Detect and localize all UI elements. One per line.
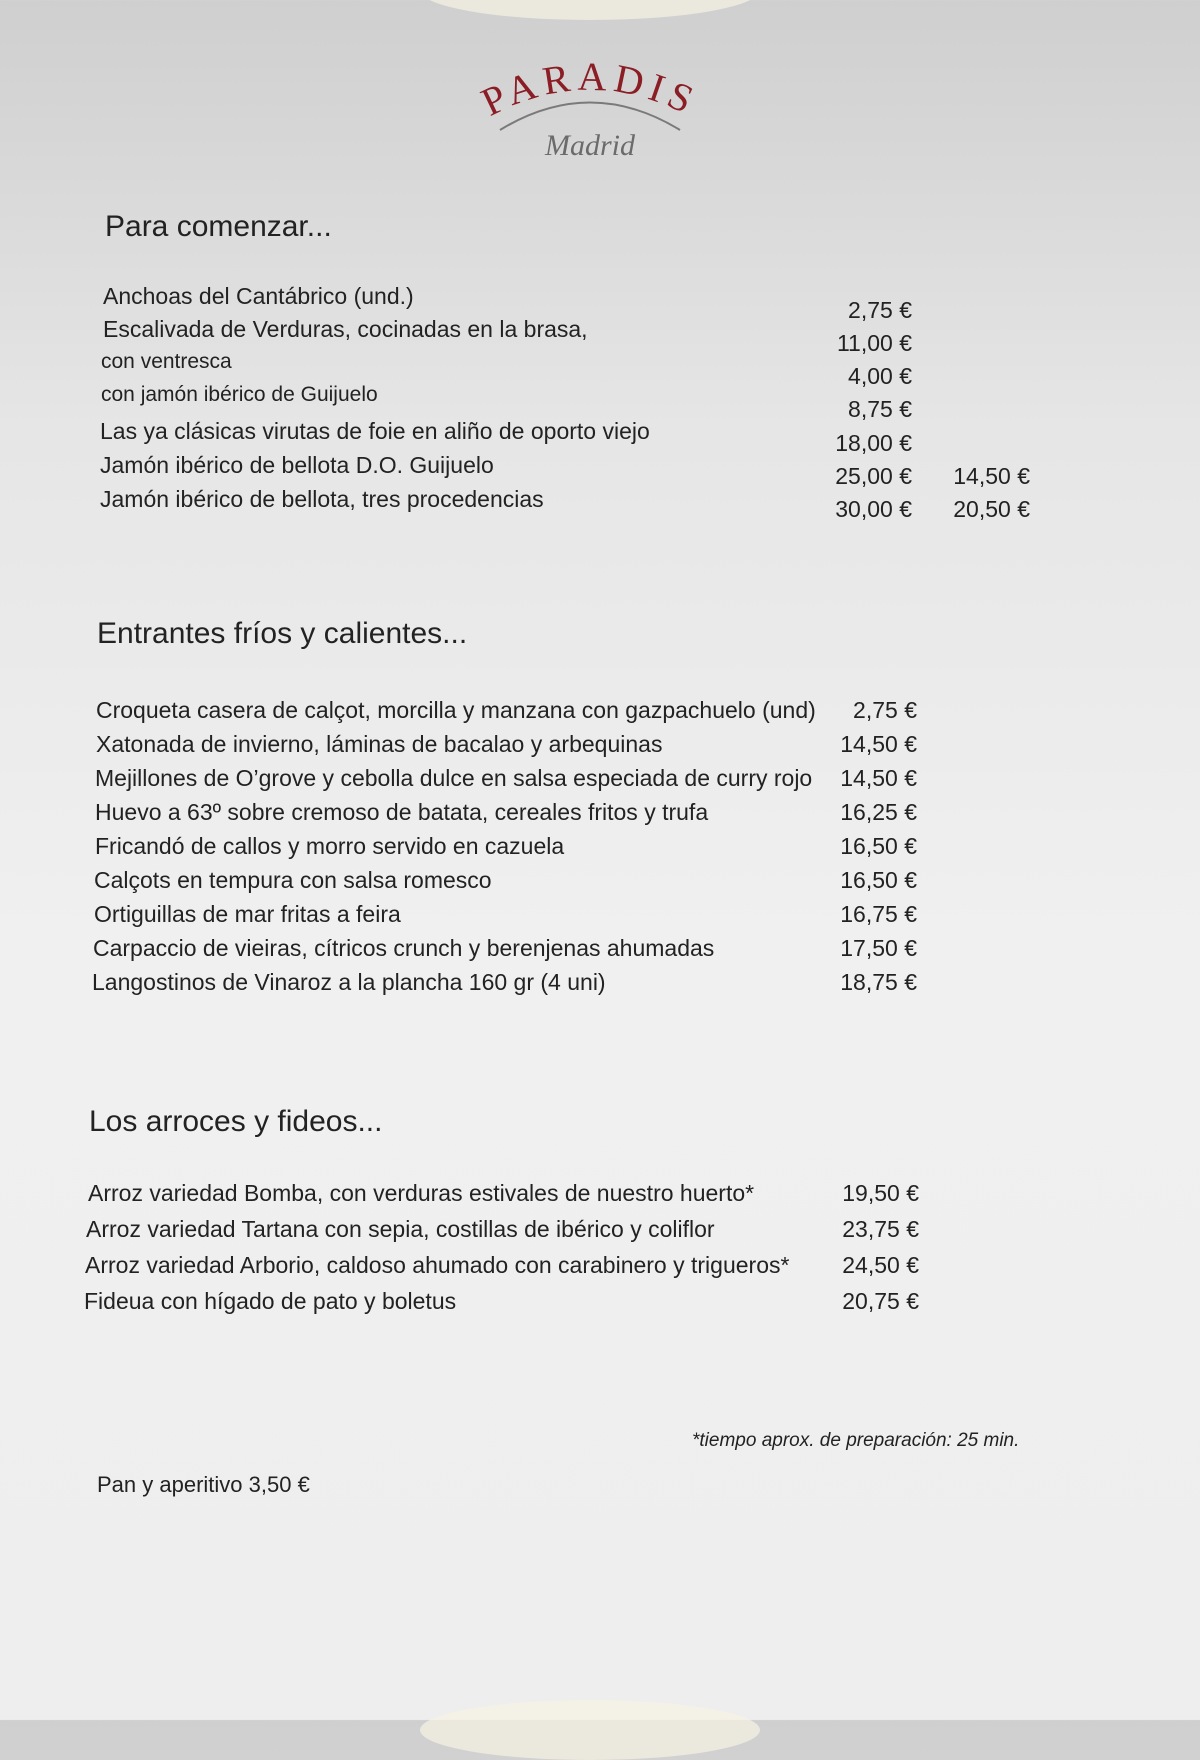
menu-item-price-half: 20,50 €: [953, 496, 1030, 522]
section-title: Los arroces y fideos...: [89, 1105, 383, 1138]
menu-item-price: 19,50 €: [842, 1180, 919, 1206]
menu-item-name: Anchoas del Cantábrico (und.): [103, 283, 414, 309]
menu-item-name: Arroz variedad Bomba, con verduras estivales de nuestro huerto*: [88, 1180, 755, 1206]
menu-item-name: Calçots en tempura con salsa romesco: [94, 867, 492, 893]
menu-item-price: 4,00 €: [848, 363, 912, 389]
menu-item-price: 16,25 €: [840, 799, 917, 825]
menu-item-price: 18,75 €: [840, 969, 917, 995]
menu-item-name: Fricandó de callos y morro servido en cazuela: [95, 833, 565, 859]
menu-item-price: 11,00 €: [836, 330, 912, 356]
menu-item-price: 8,75 €: [848, 396, 912, 422]
menu-item-name: Jamón ibérico de bellota D.O. Guijuelo: [100, 452, 494, 478]
section-title: Entrantes fríos y calientes...: [97, 617, 468, 650]
menu-item-price: 17,50 €: [840, 935, 917, 961]
menu-item-name: Xatonada de invierno, láminas de bacalao y arbequinas: [96, 731, 663, 757]
menu-item-price-half: 14,50 €: [953, 463, 1030, 489]
paradis-logo: [440, 55, 740, 175]
menu-item-name: con jamón ibérico de Guijuelo: [101, 383, 378, 406]
menu-item-name: Ortiguillas de mar fritas a feira: [94, 901, 401, 927]
menu-item-name: Mejillones de O’grove y cebolla dulce en salsa especiada de curry rojo: [95, 765, 813, 791]
menu-item-name: Langostinos de Vinaroz a la plancha 160 gr (4 uni): [92, 969, 606, 995]
menu-item-name: Fideua con hígado de pato y boletus: [84, 1288, 457, 1314]
menu-item-price: 16,75 €: [840, 901, 917, 927]
menu-item-name: Croqueta casera de calçot, morcilla y manzana con gazpachuelo (und): [96, 697, 816, 723]
bottom-decoration: [420, 1700, 760, 1760]
menu-item-name: Jamón ibérico de bellota, tres procedencias: [100, 486, 544, 512]
menu-item-price: 2,75 €: [848, 297, 912, 323]
menu-item-price: 16,50 €: [840, 833, 917, 859]
preparation-note: *tiempo aprox. de preparación: 25 min.: [692, 1430, 1020, 1451]
bread-aperitif-note: Pan y aperitivo 3,50 €: [97, 1472, 310, 1497]
menu-item-price: 14,50 €: [840, 765, 917, 791]
menu-item-price: 30,00 €: [835, 496, 912, 522]
menu-item-price: 24,50 €: [842, 1252, 919, 1278]
menu-item-name: Arroz variedad Arborio, caldoso ahumado con carabinero y trigueros*: [85, 1252, 790, 1278]
menu-item-price: 2,75 €: [853, 697, 917, 723]
logo-sub-text: Madrid: [545, 129, 635, 162]
menu-item-price: 25,00 €: [835, 463, 912, 489]
menu-item-price: 18,00 €: [835, 430, 912, 456]
logo-brand-text: PARADIS: [474, 55, 706, 125]
section-title: Para comenzar...: [105, 210, 332, 243]
menu-item-price: 16,50 €: [840, 867, 917, 893]
menu-item-name: Huevo a 63º sobre cremoso de batata, cereales fritos y trufa: [95, 799, 709, 825]
menu-item-price: 20,75 €: [842, 1288, 919, 1314]
menu-item-name: Carpaccio de vieiras, cítricos crunch y berenjenas ahumadas: [93, 935, 715, 961]
menu-item-name: con ventresca: [101, 350, 232, 373]
menu-item-name: Arroz variedad Tartana con sepia, costillas de ibérico y coliflor: [86, 1216, 715, 1242]
top-decoration: [420, 0, 760, 20]
menu-item-name: Las ya clásicas virutas de foie en aliño de oporto viejo: [100, 418, 650, 444]
menu-item-price: 23,75 €: [842, 1216, 919, 1242]
menu-item-price: 14,50 €: [840, 731, 917, 757]
menu-item-name: Escalivada de Verduras, cocinadas en la brasa,: [103, 316, 588, 342]
